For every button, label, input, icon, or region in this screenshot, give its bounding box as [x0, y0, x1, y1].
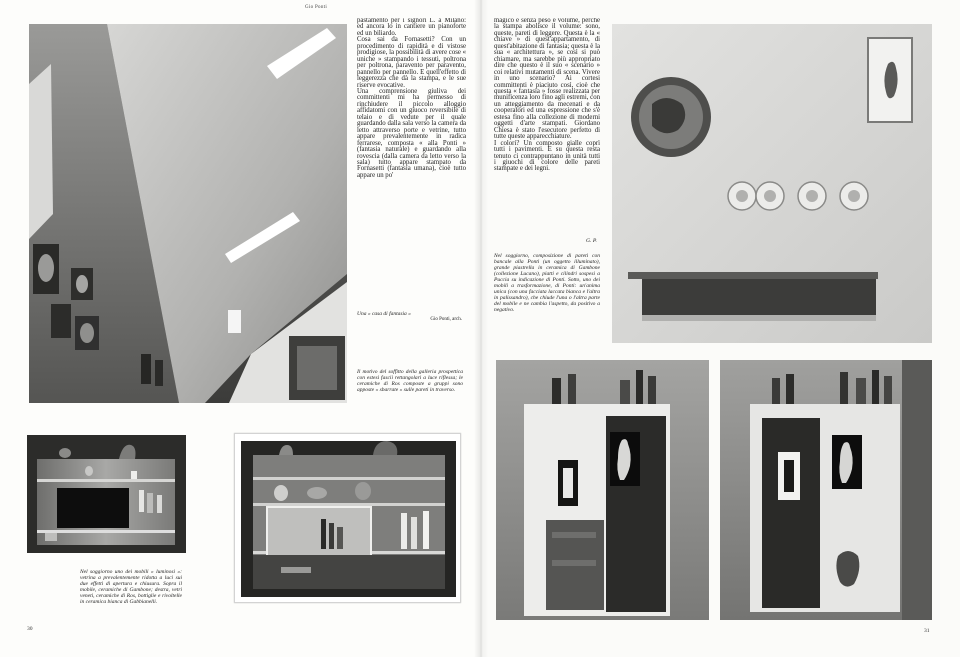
- caption-living-cabinet: Nel soggiorno uno dei mobili « luminosi »: vetrina a prevalentemente ridotta a luci sui due effetti di apertura e chiusura. Sopra il mobile, ceramiche di Gambone; destra, vetri veneti, ceramiche di Ros, bottiglie e rivoltelle in ceramica bianca di Gabbianelli.: [80, 569, 182, 606]
- bottle: [321, 519, 326, 549]
- ceramic-vase: [307, 487, 327, 499]
- author-signature: G. P.: [586, 238, 597, 244]
- caption-ceiling-author: Gio Ponti, arch.: [430, 317, 462, 323]
- photo-shelving-cabinet-graphic: [241, 441, 456, 597]
- page-number-left: 30: [27, 626, 33, 632]
- bottle: [884, 376, 892, 404]
- photo-luminous-cabinet-graphic: [27, 435, 186, 553]
- body-column-right: [494, 18, 600, 236]
- bottle: [568, 374, 576, 404]
- wall-ceramic: [141, 354, 151, 384]
- bottle: [786, 374, 794, 404]
- bottle: [840, 372, 848, 404]
- ceramic-object: [131, 471, 137, 479]
- body-column-left: [357, 18, 466, 234]
- body-paragraph: Cosa sai da Fornasetti? Con un procedimento di rapidità e di vistose prodigiose, la possibilità di avere cose « uniche » stampando i tessuti, poltrona per poltrona, paravento per paravento, pannello per pannello. E quell'effetto di leggerezza che dà la stampa, e le sue riserve evocative.: [357, 36, 466, 89]
- caption-ceiling-title: Una « casa di fantasia »: [357, 311, 411, 317]
- photo-gallery-ceiling-graphic: [29, 24, 347, 403]
- ceramic-object: [45, 533, 57, 541]
- page-number-right: 31: [924, 628, 930, 634]
- bench-top: [628, 272, 878, 279]
- photo-luminous-cabinet: [27, 435, 186, 553]
- wall-ceramic-detail: [38, 254, 54, 282]
- tower-figure-detail: [563, 468, 573, 498]
- small-plate-center: [848, 190, 860, 202]
- bottle: [648, 376, 656, 404]
- bottle: [772, 378, 780, 404]
- lower-door-panel: [552, 560, 596, 566]
- small-plate-center: [764, 190, 776, 202]
- bottle: [147, 493, 153, 513]
- photo-transforming-cabinet-negative: [720, 360, 932, 620]
- caption-gallery: Il motivo del soffitto della galleria prospettica con estesi fascii rettangolari a luce riflessa; le ceramiche di Ros composte a gruppi sono apposte « sbarrate » sulle pareti in traverso.: [357, 369, 463, 394]
- cabinet-shelf: [37, 479, 175, 482]
- photo-transforming-cabinet-positive-graphic: [496, 360, 709, 620]
- bottle: [636, 370, 643, 404]
- cabinet-display: [57, 488, 129, 528]
- photo-wall-composition-graphic: [612, 24, 932, 343]
- photo-transforming-cabinet-negative-graphic: [720, 360, 932, 620]
- body-paragraph: pastamento per i signori L. a Milano: ed ancora lo in cantiere un pianoforte ed un biliardo.: [357, 18, 466, 37]
- ceramic-vase: [274, 485, 288, 501]
- bottle: [337, 527, 343, 549]
- bottle: [620, 380, 630, 404]
- photo-shelving-cabinet: [234, 433, 461, 603]
- wall-ceramic-detail: [76, 275, 88, 293]
- ceramic-vase: [85, 466, 93, 476]
- bottle: [411, 517, 417, 549]
- left-wall-highlight: [29, 64, 53, 239]
- running-title: Gio Ponti: [305, 5, 328, 10]
- light-slit-lower: [228, 310, 241, 333]
- photo-gallery-ceiling: [29, 24, 347, 403]
- bottle: [139, 490, 144, 512]
- photo-transforming-cabinet-positive: [496, 360, 709, 620]
- bottle: [157, 495, 162, 513]
- bottle: [872, 370, 879, 404]
- caption-ceiling: [357, 311, 462, 335]
- bottle: [329, 523, 334, 549]
- bottle: [856, 378, 866, 404]
- right-wall-shadow: [902, 360, 932, 620]
- body-paragraph: I colori? Un composto gialle coprì tutti i pavimenti. E su questa resta tenuto ci contrappuntano in unità tutti i giuochi di colore delle pareti stampate e dei legni.: [494, 139, 600, 173]
- bottle: [552, 378, 561, 404]
- ceramic-vase: [59, 448, 71, 458]
- bench-body: [642, 279, 876, 315]
- small-plate-center: [736, 190, 748, 202]
- small-plate-center: [806, 190, 818, 202]
- caption-living-wall: Nel soggiorno, composizione di pareti con bancale alla Ponti (un oggetto illuminato), grande piastrella in ceramica di Gambone (collezione Lucano), piatti e cilindri sospesi a Puccia su indicazione di Ponti. Sotto, uno dei mobili a trasformazione, di Ponti: un'anima unica (con una facciata laccata bianca e l'altra in palissandro), che chiude l'una o l'altra parte del mobile e ne cambia l'aspetto, da positivo a negativo.: [494, 253, 600, 313]
- wall-painting-detail: [297, 346, 337, 390]
- shelf: [253, 477, 445, 480]
- lower-door-panel: [552, 532, 596, 538]
- page-gutter: [474, 0, 488, 657]
- photo-wall-composition: [612, 24, 932, 343]
- wall-ceramic: [155, 360, 163, 386]
- base-object: [281, 567, 311, 573]
- body-paragraph: Una comprensione giuliva dei committenti mi ha permesso di rinchiudere il piccolo alloggio affidatomi con un giuoco reversibile di telaio e di vedute per il quale guardando dalla sala verso la camera da letto attraverso porte e vetrine, tutto appare prevalentemente in radica ferrarese, composta « alla Ponti » (fantasia naturale) e guardando alla rovescia (dalla camera da letto verso la sala) tutto appare stampato da Fornasetti (fantasia umana), cioè tutto appare un po': [357, 87, 466, 179]
- cabinet-shelf: [37, 530, 175, 533]
- bottle: [423, 511, 429, 549]
- shelf: [253, 503, 445, 506]
- wall-ceramic: [51, 304, 71, 338]
- cabinet-dark-panel: [762, 418, 820, 608]
- wall-ceramic-detail: [80, 323, 94, 343]
- body-paragraph: magico e senza peso e volume, perché la stampa abolisce il volume: sono, queste, pareti di leggere. Questa è la « chiave » di quest'appartamento, di quest'abitazione di fantasia; questa è la sua « architettura », se così si può chiamare, ma sarebbe più appropriato dire che questo è il suo « scenario » coi relativi mutamenti di scena. Vivere in uno scenario? Ai cortesi committenti è piaciuto così, cioè che questa « fantasia » fosse realizzata per munificenza loro fino agli estremi, con un atteggiamento da mecenati e da cooperatori ed una espressione che s'è estesa fino alla collezione di moderni oggetti d'arte stampati. Giordano Chiesa è stato l'esecutore perfetto di tutte queste apparecchiature.: [494, 18, 600, 141]
- tower-figure-detail: [784, 460, 794, 492]
- bottle: [401, 513, 407, 549]
- bench-shadow: [642, 315, 876, 321]
- ceramic-vase: [355, 482, 371, 500]
